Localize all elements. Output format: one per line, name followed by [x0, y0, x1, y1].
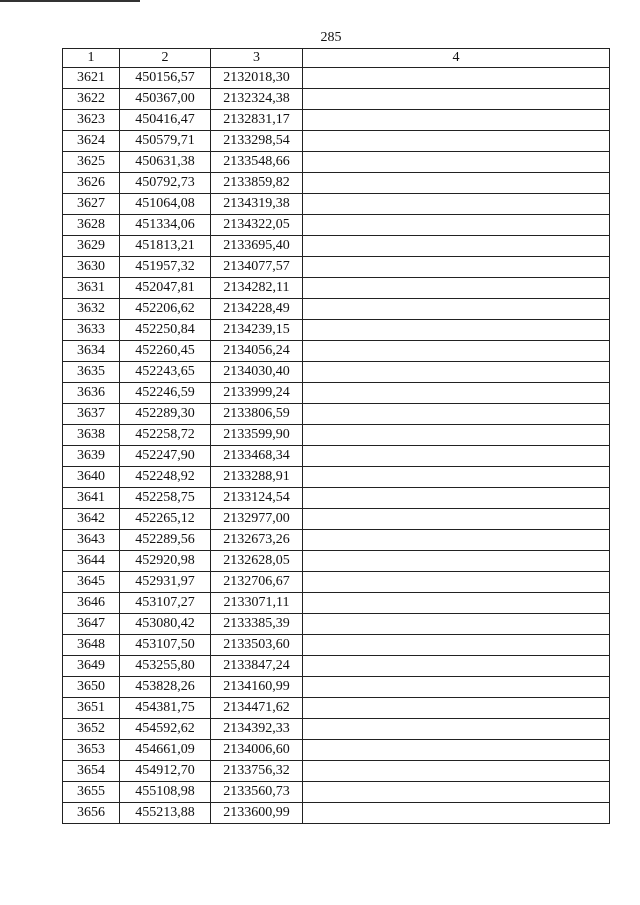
y-coordinate-cell: 2134239,15	[211, 320, 303, 341]
point-number-cell: 3653	[63, 740, 120, 761]
x-coordinate-cell: 452289,56	[120, 530, 211, 551]
note-cell	[303, 68, 610, 89]
y-coordinate-cell: 2133756,32	[211, 761, 303, 782]
note-cell	[303, 488, 610, 509]
note-cell	[303, 89, 610, 110]
y-coordinate-cell: 2134228,49	[211, 299, 303, 320]
point-number-cell: 3636	[63, 383, 120, 404]
table-row	[63, 278, 610, 299]
note-cell	[303, 173, 610, 194]
y-coordinate-cell: 2134030,40	[211, 362, 303, 383]
point-number-cell: 3649	[63, 656, 120, 677]
x-coordinate-cell: 451064,08	[120, 194, 211, 215]
table-row	[63, 509, 610, 530]
x-coordinate-cell: 451957,32	[120, 257, 211, 278]
table-row	[63, 131, 610, 152]
x-coordinate-cell: 452243,65	[120, 362, 211, 383]
point-number-cell: 3639	[63, 446, 120, 467]
note-cell	[303, 572, 610, 593]
point-number-cell: 3624	[63, 131, 120, 152]
x-coordinate-cell: 452258,72	[120, 425, 211, 446]
y-coordinate-cell: 2133071,11	[211, 593, 303, 614]
y-coordinate-cell: 2134056,24	[211, 341, 303, 362]
table-row	[63, 530, 610, 551]
point-number-cell: 3628	[63, 215, 120, 236]
note-cell	[303, 761, 610, 782]
header-row	[63, 49, 610, 68]
note-cell	[303, 698, 610, 719]
page-number: 285	[320, 30, 342, 45]
table-body	[63, 68, 610, 824]
x-coordinate-cell: 452258,75	[120, 488, 211, 509]
note-cell	[303, 740, 610, 761]
table-row	[63, 551, 610, 572]
table-row	[63, 656, 610, 677]
x-coordinate-cell: 454661,09	[120, 740, 211, 761]
y-coordinate-cell: 2133999,24	[211, 383, 303, 404]
point-number-cell: 3642	[63, 509, 120, 530]
x-coordinate-cell: 452250,84	[120, 320, 211, 341]
point-number-cell: 3651	[63, 698, 120, 719]
point-number-cell: 3654	[63, 761, 120, 782]
y-coordinate-cell: 2132018,30	[211, 68, 303, 89]
table-row	[63, 152, 610, 173]
note-cell	[303, 656, 610, 677]
table-row	[63, 383, 610, 404]
point-number-cell: 3631	[63, 278, 120, 299]
y-coordinate-cell: 2133385,39	[211, 614, 303, 635]
point-number-cell: 3656	[63, 803, 120, 824]
y-coordinate-cell: 2132628,05	[211, 551, 303, 572]
x-coordinate-cell: 450631,38	[120, 152, 211, 173]
x-coordinate-cell: 452920,98	[120, 551, 211, 572]
point-number-cell: 3647	[63, 614, 120, 635]
note-cell	[303, 593, 610, 614]
table-row	[63, 782, 610, 803]
point-number-cell: 3638	[63, 425, 120, 446]
note-cell	[303, 551, 610, 572]
x-coordinate-cell: 453080,42	[120, 614, 211, 635]
y-coordinate-cell: 2133599,90	[211, 425, 303, 446]
point-number-cell: 3655	[63, 782, 120, 803]
table-row	[63, 173, 610, 194]
note-cell	[303, 635, 610, 656]
x-coordinate-cell: 452247,90	[120, 446, 211, 467]
note-cell	[303, 425, 610, 446]
note-cell	[303, 782, 610, 803]
point-number-cell: 3621	[63, 68, 120, 89]
point-number-cell: 3643	[63, 530, 120, 551]
y-coordinate-cell: 2134319,38	[211, 194, 303, 215]
column-header-3: 3	[211, 49, 303, 68]
y-coordinate-cell: 2132673,26	[211, 530, 303, 551]
point-number-cell: 3633	[63, 320, 120, 341]
x-coordinate-cell: 451334,06	[120, 215, 211, 236]
table-row	[63, 320, 610, 341]
y-coordinate-cell: 2134282,11	[211, 278, 303, 299]
point-number-cell: 3629	[63, 236, 120, 257]
table-row	[63, 740, 610, 761]
y-coordinate-cell: 2133806,59	[211, 404, 303, 425]
note-cell	[303, 152, 610, 173]
point-number-cell: 3648	[63, 635, 120, 656]
point-number-cell: 3627	[63, 194, 120, 215]
point-number-cell: 3635	[63, 362, 120, 383]
column-header-4: 4	[303, 49, 610, 68]
table-row	[63, 446, 610, 467]
table-row	[63, 236, 610, 257]
table-row	[63, 467, 610, 488]
table-row	[63, 803, 610, 824]
y-coordinate-cell: 2132706,67	[211, 572, 303, 593]
table-row	[63, 761, 610, 782]
x-coordinate-cell: 450367,00	[120, 89, 211, 110]
note-cell	[303, 530, 610, 551]
y-coordinate-cell: 2134006,60	[211, 740, 303, 761]
y-coordinate-cell: 2133548,66	[211, 152, 303, 173]
table-row	[63, 299, 610, 320]
point-number-cell: 3637	[63, 404, 120, 425]
point-number-cell: 3640	[63, 467, 120, 488]
y-coordinate-cell: 2133847,24	[211, 656, 303, 677]
point-number-cell: 3622	[63, 89, 120, 110]
note-cell	[303, 299, 610, 320]
table-row	[63, 698, 610, 719]
note-cell	[303, 677, 610, 698]
point-number-cell: 3632	[63, 299, 120, 320]
note-cell	[303, 509, 610, 530]
y-coordinate-cell: 2133503,60	[211, 635, 303, 656]
table-row	[63, 68, 610, 89]
x-coordinate-cell: 452047,81	[120, 278, 211, 299]
x-coordinate-cell: 453107,50	[120, 635, 211, 656]
x-coordinate-cell: 455213,88	[120, 803, 211, 824]
coordinates-table	[62, 48, 610, 824]
note-cell	[303, 404, 610, 425]
y-coordinate-cell: 2133298,54	[211, 131, 303, 152]
x-coordinate-cell: 452246,59	[120, 383, 211, 404]
x-coordinate-cell: 454912,70	[120, 761, 211, 782]
x-coordinate-cell: 452206,62	[120, 299, 211, 320]
table-row	[63, 362, 610, 383]
y-coordinate-cell: 2133560,73	[211, 782, 303, 803]
y-coordinate-cell: 2132324,38	[211, 89, 303, 110]
table-row	[63, 614, 610, 635]
x-coordinate-cell: 454592,62	[120, 719, 211, 740]
y-coordinate-cell: 2134392,33	[211, 719, 303, 740]
note-cell	[303, 614, 610, 635]
point-number-cell: 3626	[63, 173, 120, 194]
y-coordinate-cell: 2132977,00	[211, 509, 303, 530]
table-row	[63, 635, 610, 656]
table-row	[63, 341, 610, 362]
table-row	[63, 488, 610, 509]
table-row	[63, 194, 610, 215]
point-number-cell: 3644	[63, 551, 120, 572]
x-coordinate-cell: 454381,75	[120, 698, 211, 719]
point-number-cell: 3641	[63, 488, 120, 509]
point-number-cell: 3650	[63, 677, 120, 698]
x-coordinate-cell: 450416,47	[120, 110, 211, 131]
point-number-cell: 3630	[63, 257, 120, 278]
y-coordinate-cell: 2134160,99	[211, 677, 303, 698]
point-number-cell: 3652	[63, 719, 120, 740]
y-coordinate-cell: 2133288,91	[211, 467, 303, 488]
y-coordinate-cell: 2133859,82	[211, 173, 303, 194]
note-cell	[303, 467, 610, 488]
note-cell	[303, 341, 610, 362]
table-header	[63, 49, 610, 68]
table-row	[63, 110, 610, 131]
note-cell	[303, 257, 610, 278]
x-coordinate-cell: 455108,98	[120, 782, 211, 803]
point-number-cell: 3623	[63, 110, 120, 131]
note-cell	[303, 803, 610, 824]
top-edge-rule	[0, 0, 140, 2]
table-row	[63, 572, 610, 593]
column-header-1: 1	[63, 49, 120, 68]
y-coordinate-cell: 2133695,40	[211, 236, 303, 257]
y-coordinate-cell: 2133600,99	[211, 803, 303, 824]
table-row	[63, 257, 610, 278]
note-cell	[303, 719, 610, 740]
x-coordinate-cell: 452248,92	[120, 467, 211, 488]
note-cell	[303, 236, 610, 257]
x-coordinate-cell: 450579,71	[120, 131, 211, 152]
y-coordinate-cell: 2133124,54	[211, 488, 303, 509]
note-cell	[303, 278, 610, 299]
table-row	[63, 593, 610, 614]
table-row	[63, 215, 610, 236]
x-coordinate-cell: 452931,97	[120, 572, 211, 593]
x-coordinate-cell: 453255,80	[120, 656, 211, 677]
note-cell	[303, 131, 610, 152]
y-coordinate-cell: 2134322,05	[211, 215, 303, 236]
table-row	[63, 677, 610, 698]
x-coordinate-cell: 450792,73	[120, 173, 211, 194]
table-row	[63, 719, 610, 740]
note-cell	[303, 446, 610, 467]
note-cell	[303, 215, 610, 236]
x-coordinate-cell: 453107,27	[120, 593, 211, 614]
note-cell	[303, 110, 610, 131]
x-coordinate-cell: 453828,26	[120, 677, 211, 698]
point-number-cell: 3645	[63, 572, 120, 593]
note-cell	[303, 194, 610, 215]
point-number-cell: 3625	[63, 152, 120, 173]
note-cell	[303, 362, 610, 383]
table-row	[63, 89, 610, 110]
note-cell	[303, 320, 610, 341]
y-coordinate-cell: 2133468,34	[211, 446, 303, 467]
x-coordinate-cell: 451813,21	[120, 236, 211, 257]
table-row	[63, 404, 610, 425]
y-coordinate-cell: 2132831,17	[211, 110, 303, 131]
x-coordinate-cell: 450156,57	[120, 68, 211, 89]
x-coordinate-cell: 452289,30	[120, 404, 211, 425]
x-coordinate-cell: 452260,45	[120, 341, 211, 362]
point-number-cell: 3634	[63, 341, 120, 362]
point-number-cell: 3646	[63, 593, 120, 614]
column-header-2: 2	[120, 49, 211, 68]
y-coordinate-cell: 2134471,62	[211, 698, 303, 719]
note-cell	[303, 383, 610, 404]
x-coordinate-cell: 452265,12	[120, 509, 211, 530]
table-row	[63, 425, 610, 446]
y-coordinate-cell: 2134077,57	[211, 257, 303, 278]
